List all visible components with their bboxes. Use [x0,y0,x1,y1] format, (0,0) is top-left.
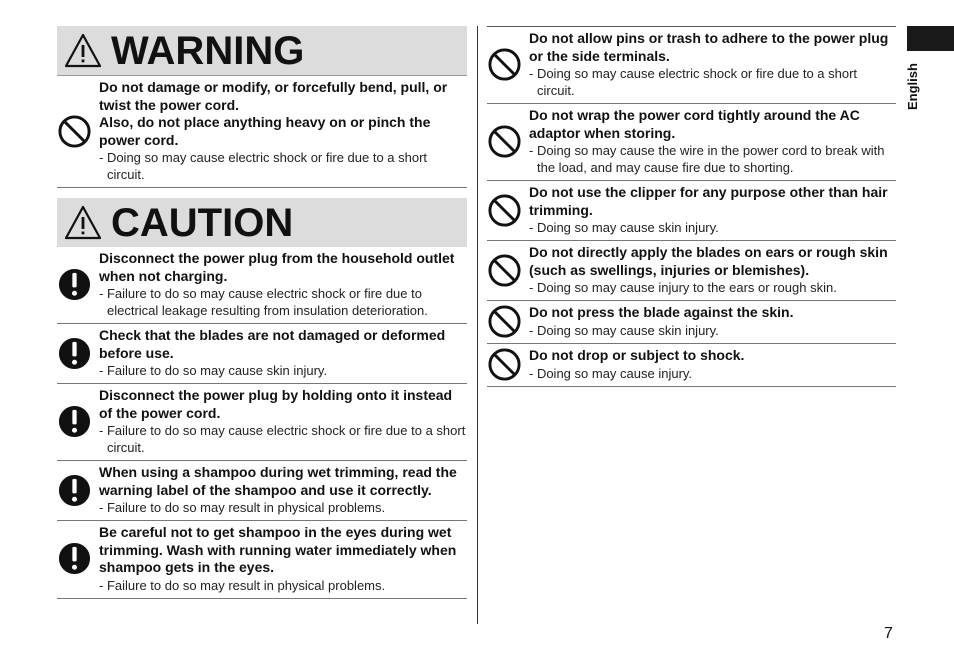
safety-entry [57,76,467,188]
entry-icon-cell [57,524,99,594]
entry-consequence: - Failure to do so may cause electric shock or fire due to a short circuit. [99,423,466,455]
safety-entry [487,301,896,344]
caution-heading: CAUTION [111,200,294,245]
entry-text [529,184,896,236]
entry-instruction: Do not drop or subject to shock. [529,347,745,363]
prohibition-icon [487,47,522,82]
prohibition-icon [57,114,92,149]
safety-entry [57,521,467,599]
entry-consequence: - Doing so may cause electric shock or fire due to a short circuit. [529,66,858,98]
entry-consequence: - Failure to do so may result in physical problems. [99,500,386,515]
safety-entry [487,181,896,241]
entry-text [529,347,896,382]
safety-entry [487,344,896,387]
entry-icon-cell [487,304,529,339]
entry-consequence: - Failure to do so may cause electric shock or fire due to electrical leakage resulting from insulation deterioration. [99,286,428,318]
caution-banner [57,198,467,247]
column-divider [477,26,478,624]
page-number: 7 [884,625,893,642]
warning-banner [57,26,467,76]
entry-consequence: - Doing so may cause injury to the ears or rough skin. [529,280,837,295]
mandatory-icon [57,404,92,439]
entry-instruction: Do not allow pins or trash to adhere to the power plug or the side terminals. [529,30,889,64]
safety-entry [57,384,467,461]
entry-instruction: When using a shampoo during wet trimming, read the warning label of the shampoo and use it correctly. [99,464,457,498]
safety-entry [487,241,896,301]
entry-consequence: - Doing so may cause the wire in the power cord to break with the load, and may cause fire due to shorting. [529,143,885,175]
entry-instruction: Do not damage or modify, or forcefully bend, pull, or twist the power cord. [99,79,448,113]
entry-icon-cell [487,107,529,176]
prohibition-icon [487,253,522,288]
entry-icon-cell [487,184,529,236]
entry-instruction: Do not wrap the power cord tightly around the AC adaptor when storing. [529,107,860,141]
mandatory-icon [57,336,92,371]
entry-icon-cell [57,79,99,183]
entry-instruction: Disconnect the power plug by holding onto it instead of the power cord. [99,387,453,421]
caution-list [57,247,467,599]
safety-entry [487,104,896,181]
entry-instruction: Check that the blades are not damaged or deformed before use. [99,327,446,361]
entry-icon-cell [57,464,99,516]
entry-instruction: Do not use the clipper for any purpose other than hair trimming. [529,184,888,218]
entry-instruction: Be careful not to get shampoo in the eyes during wet trimming. Wash with running water immediately when shampoo gets in the eyes. [99,524,457,575]
entry-icon-cell [487,30,529,99]
prohibition-icon [487,124,522,159]
entry-instruction: Disconnect the power plug from the household outlet when not charging. [99,250,455,284]
entry-text [529,244,896,296]
entry-instruction: Do not press the blade against the skin. [529,304,794,320]
right-column [487,26,896,387]
entry-instruction: Also, do not place anything heavy on or pinch the power cord. [99,114,431,148]
warning-triangle-icon [63,203,103,243]
entry-text [99,524,467,594]
prohibition-icon [487,304,522,339]
warning-heading: WARNING [111,28,305,73]
prohibition-icon [487,193,522,228]
left-column [57,26,467,599]
safety-entry [57,247,467,324]
entry-icon-cell [57,387,99,456]
entry-icon-cell [487,244,529,296]
prohibition-icon [487,347,522,382]
entry-instruction: Do not directly apply the blades on ears or rough skin (such as swellings, injuries or blemishes). [529,244,888,278]
entry-consequence: - Failure to do so may cause skin injury. [99,363,328,378]
entry-text [529,107,896,176]
entry-text [529,30,896,99]
language-tab-marker [907,26,954,51]
warning-list [57,76,467,188]
entry-consequence: - Doing so may cause electric shock or fire due to a short circuit. [99,150,428,182]
warning-triangle-icon [63,31,103,71]
entry-consequence: - Doing so may cause skin injury. [529,322,719,338]
mandatory-icon [57,267,92,302]
entry-icon-cell [57,327,99,379]
safety-entry [487,27,896,104]
safety-entry [57,461,467,521]
right-list [487,27,896,387]
entry-consequence: - Doing so may cause injury. [529,365,693,381]
entry-icon-cell [487,347,529,382]
mandatory-icon [57,541,92,576]
entry-icon-cell [57,250,99,319]
entry-text [99,327,467,379]
entry-text [529,304,896,339]
entry-consequence: - Doing so may cause skin injury. [529,220,719,235]
entry-consequence: - Failure to do so may result in physical problems. [99,577,386,593]
entry-text [99,250,467,319]
mandatory-icon [57,473,92,508]
entry-text [99,387,467,456]
safety-entry [57,324,467,384]
entry-text [99,79,467,183]
language-label: English [905,63,920,110]
entry-text [99,464,467,516]
